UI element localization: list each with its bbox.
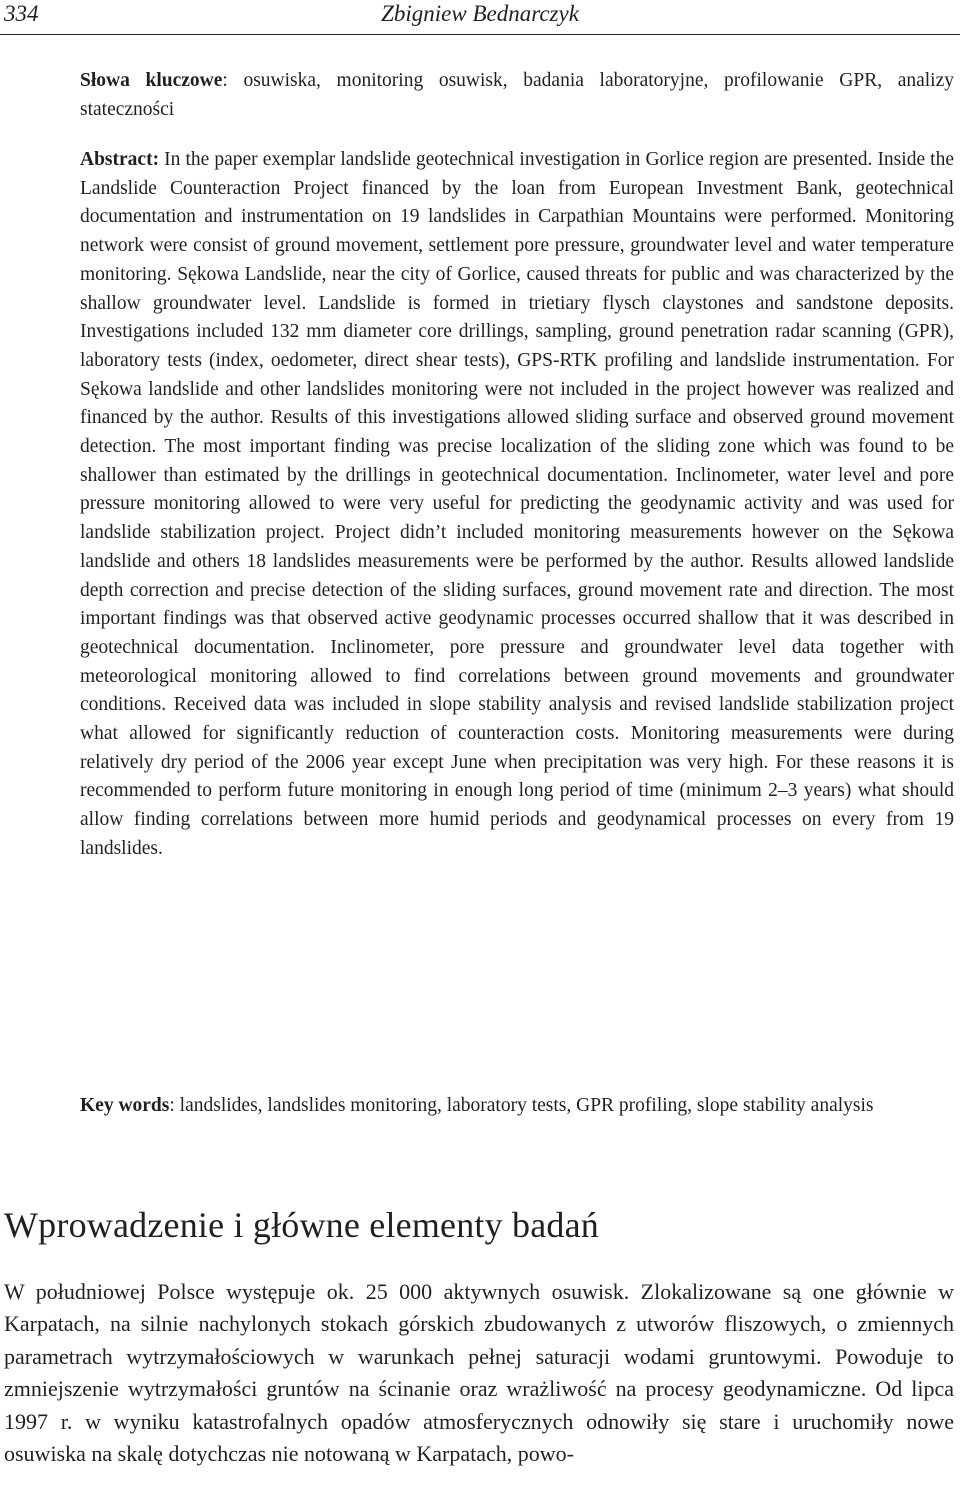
polish-keywords-label: Słowa kluczowe: [80, 70, 223, 91]
body-paragraph: W południowej Polsce występuje ok. 25 000 aktywnych osuwisk. Zlokalizowane są one głównie w Karpatach, na silnie nachylonych stokach górskich zbudowanych z utworów fliszowych, o zmiennych parametrach wytrzymałościowych w warunkach pełnej saturacji wodami gruntowymi. Powoduje to zmniejszenie wytrzymałości gruntów na ścinanie oraz wrażliwość na procesy geodynamiczne. Od lipca 1997 r. w wyniku katastrofalnych opadów atmosferycznych odnowiły się stare i uruchomiły nowe osuwiska na skalę dotychczas nie notowaną w Karpatach, powo-: [4, 1279, 954, 1467]
abstract: [80, 146, 954, 864]
running-head: [0, 0, 960, 35]
polish-keywords: Słowa kluczowe: osuwiska, monitoring osuwisk, badania laboratoryjne, profilowanie GPR, analizy stateczności: [80, 70, 955, 120]
abstract-text: In the paper exemplar landslide geotechnical investigation in Gorlice region are presented. Inside the Landslide Counteraction Project financed by the loan from European Investment Bank, geotechnical documentation and instrumentation on 19 landslides in Carpathian Mountains were performed. Monitoring network were consist of ground movement, settlement pore pressure, groundwater level and water temperature monitoring. Sękowa Landslide, near the city of Gorlice, caused threats for public and was characterized by the shallow groundwater level. Landslide is formed in trietiary flysch claystones and sandstone deposits. Investigations included 132 mm diameter core drillings, sampling, ground penetration radar scanning (GPR), laboratory tests (index, oedometer, direct shear tests), GPS-RTK profiling and landslide instrumentation. For Sękowa landslide and other landslides monitoring were not included in the project however was realized and financed by the author. Results of this investigations allowed sliding surface and observed ground movement detection. The most important finding was precise localization of the sliding zone which was found to be shallower than estimated by the drillings in geotechnical documentation. Inclinometer, water level and pore pressure monitoring allowed to were very useful for predicting the geodynamic activity and was used for landslide stabilization project. Project didn’t included monitoring measurements however on the Sękowa landslide and others 18 landslides measurements were be performed by the author. Results allowed landslide depth correction and precise detection of the sliding surfaces, ground movement rate and direction. The most important findings was that observed active geodynamic processes occurred shallow that it was described in geotechnical documentation. Inclinometer, pore pressure and groundwater level data together with meteorological monitoring allowed to find correlations between ground movements and groundwater conditions. Received data was included in slope stability analysis and revised landslide stabilization project what allowed for significantly reduction of counteraction costs. Monitoring measurements were during relatively dry period of the 2006 year except June when precipitation was very high. For these reasons it is recommended to perform future monitoring in enough long period of time (minimum 2–3 years) what should allow finding correlations between more humid periods and geodynamical processes on every from 19 landslides.: [80, 149, 954, 859]
english-keywords: Key words: landslides, landslides monitoring, laboratory tests, GPR profiling, slope stability analysis: [80, 1095, 874, 1116]
section-heading: Wprowadzenie i główne elementy badań: [4, 1205, 599, 1245]
page-number: 334: [4, 1, 39, 26]
english-keywords-label: Key words: [80, 1095, 170, 1116]
running-head-author: Zbigniew Bednarczyk: [381, 1, 579, 26]
abstract-label: Abstract:: [80, 149, 160, 170]
polish-keywords-text: osuwiska, monitoring osuwisk, badania laboratoryjne, profilowanie GPR, analizy stateczności: [80, 70, 955, 120]
english-keywords-text: landslides, landslides monitoring, laboratory tests, GPR profiling, slope stability analysis: [179, 1095, 874, 1116]
